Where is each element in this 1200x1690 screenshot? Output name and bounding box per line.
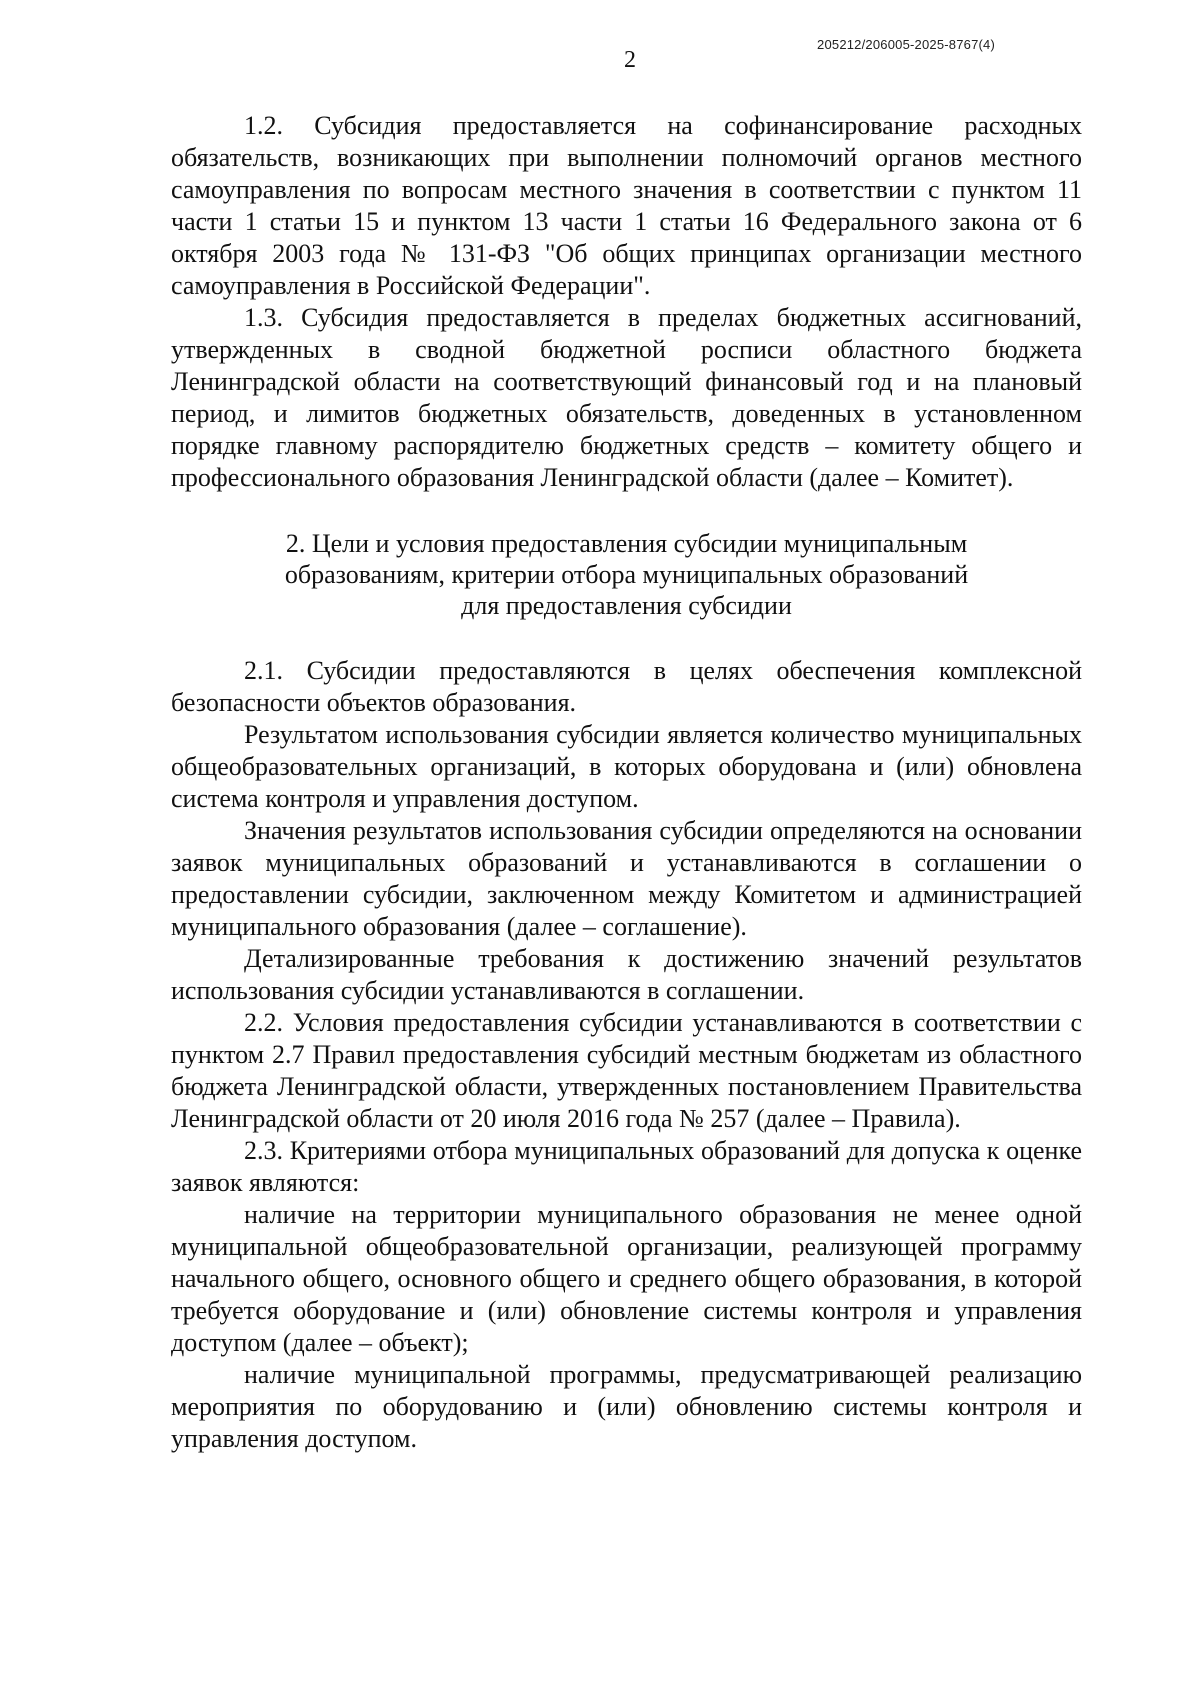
document-body	[171, 110, 1082, 1455]
paragraph-result: Результатом использования субсидии является количество муниципальных общеобразовательных организаций, в которых оборудована и (или) обновлена система контроля и управления доступом.	[171, 720, 1082, 813]
section-heading-line: образованиям, критерии отбора муниципальных образований	[284, 560, 969, 589]
paragraph-1-3: 1.3. Субсидия предоставляется в пределах бюджетных ассигнований, утвержденных в сводной бюджетной росписи областного бюджета Ленинградской области на соответствующий финансовый год и на плановый период, и лимитов бюджетных обязательств, доведенных в установленном порядке главному распорядителю бюджетных средств – комитету общего и профессионального образования Ленинградской области (далее – Комитет).	[171, 303, 1082, 492]
paragraph-detailed-requirements: Детализированные требования к достижению значений результатов использования субсидии устанавливаются в соглашении.	[171, 944, 1082, 1005]
section-heading-line: для предоставления субсидии	[461, 591, 792, 620]
paragraph-1-2: 1.2. Субсидия предоставляется на софинансирование расходных обязательств, возникающих при выполнении полномочий органов местного самоуправления по вопросам местного значения в соответствии с пунктом 11 части 1 статьи 15 и пунктом 13 части 1 статьи 16 Федерального закона от 6 октября 2003 года № 131-ФЗ "Об общих принципах организации местного самоуправления в Российской Федерации".	[171, 111, 1082, 300]
page-number: 2	[624, 47, 636, 73]
paragraph-criterion-2: наличие муниципальной программы, предусматривающей реализацию мероприятия по оборудованию и (или) обновлению системы контроля и управления доступом.	[171, 1360, 1082, 1453]
section-heading-line: 2. Цели и условия предоставления субсидии муниципальным	[285, 529, 968, 558]
section-2-heading	[171, 528, 1082, 621]
paragraph-criterion-1: наличие на территории муниципального образования не менее одной муниципальной общеобразовательной организации, реализующей программу начального общего, основного общего и среднего общего образования, в которой требуется оборудование и (или) обновление системы контроля и управления доступом (далее – объект);	[171, 1200, 1082, 1357]
paragraph-result-values: Значения результатов использования субсидии определяются на основании заявок муниципальных образований и устанавливаются в соглашении о предоставлении субсидии, заключенном между Комитетом и администрацией муниципального образования (далее – соглашение).	[171, 816, 1082, 941]
paragraph-2-2: 2.2. Условия предоставления субсидии устанавливаются в соответствии с пунктом 2.7 Правил предоставления субсидий местным бюджетам из областного бюджета Ленинградской области, утвержденных постановлением Правительства Ленинградской области от 20 июля 2016 года № 257 (далее – Правила).	[171, 1008, 1082, 1133]
paragraph-2-1: 2.1. Субсидии предоставляются в целях обеспечения комплексной безопасности объектов образования.	[171, 656, 1082, 717]
document-registration-number: 205212/206005-2025-8767(4)	[817, 37, 995, 52]
paragraph-2-3: 2.3. Критериями отбора муниципальных образований для допуска к оценке заявок являются:	[171, 1136, 1082, 1197]
